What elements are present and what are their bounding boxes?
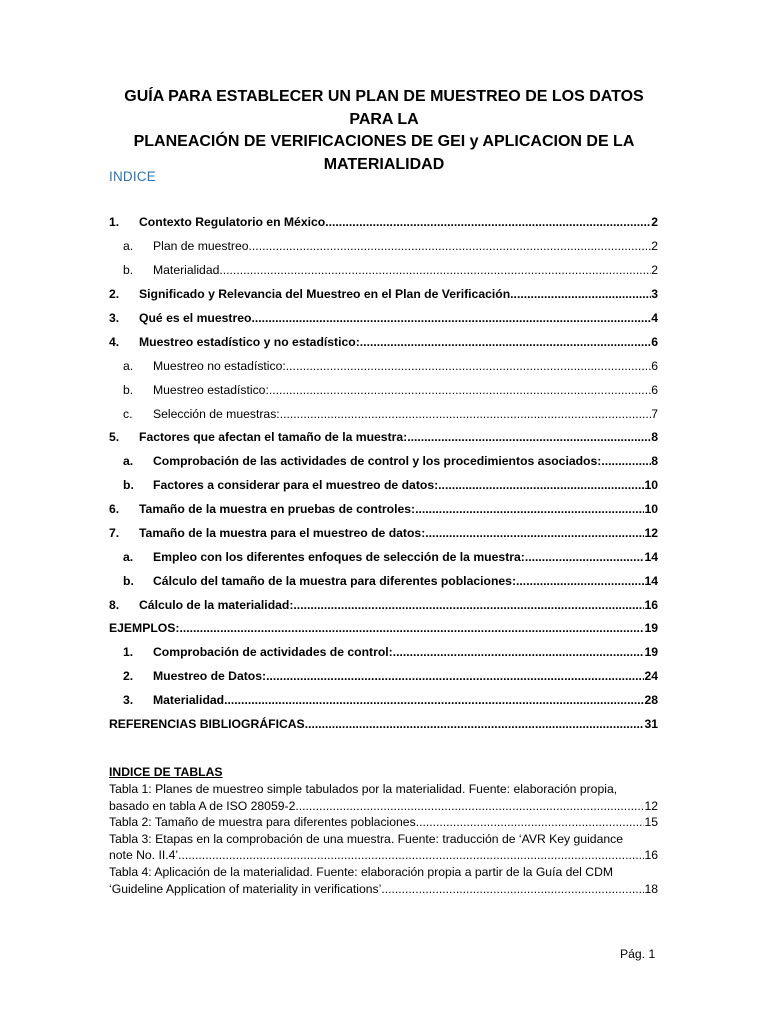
table-entry-text: Tabla 4: Aplicación de la materialidad. Fuente: elaboración propia a partir de la Guía del CDM (109, 864, 614, 879)
toc-entry-label: Selección de muestras: (153, 407, 280, 421)
toc-entry-page: 7 (651, 407, 658, 421)
toc-dot-leader (249, 238, 652, 254)
table-dot-leader (295, 798, 644, 814)
table-entry-page: 16 (644, 848, 658, 863)
toc-entry[interactable] (109, 286, 658, 302)
toc-entry[interactable] (123, 668, 658, 684)
toc-entry[interactable] (109, 620, 658, 636)
table-entry-page: 18 (644, 881, 658, 896)
toc-entry[interactable] (123, 406, 658, 422)
table-dot-leader (385, 881, 645, 897)
page-number-footer: Pág. 1 (620, 947, 656, 961)
toc-entry[interactable] (109, 525, 658, 541)
toc-entry-page: 4 (651, 311, 658, 325)
toc-entry[interactable] (109, 429, 658, 445)
toc-entry-number: 7. (109, 526, 120, 540)
toc-entry-number: 1. (123, 645, 134, 659)
toc-entry-page: 19 (644, 645, 658, 659)
toc-entry[interactable] (123, 644, 658, 660)
toc-entry-page: 24 (644, 669, 658, 683)
table-entry-text: basado en tabla A de ISO 28059-2 (109, 798, 296, 813)
toc-dot-leader (224, 692, 644, 708)
toc-entry-label: Muestreo no estadístico: (153, 359, 286, 373)
toc-entry-label: Qué es el muestreo (139, 311, 252, 325)
toc-dot-leader (516, 573, 644, 589)
toc-entry-label: Contexto Regulatorio en México (139, 215, 326, 229)
toc-entry-label: Muestreo estadístico y no estadístico: (139, 335, 360, 349)
toc-entry[interactable] (123, 358, 658, 374)
toc-entry-number: a. (123, 359, 134, 373)
toc-entry-number: 6. (109, 502, 120, 516)
toc-entry-label: EJEMPLOS: (109, 621, 180, 635)
document-title (100, 86, 668, 176)
toc-entry[interactable] (109, 214, 658, 230)
toc-dot-leader (179, 620, 644, 636)
toc-entry[interactable] (123, 477, 658, 493)
toc-entry-label: Cálculo de la materialidad: (139, 598, 294, 612)
toc-entry[interactable] (123, 382, 658, 398)
toc-dot-leader (360, 334, 651, 350)
toc-entry[interactable] (109, 597, 658, 613)
toc-dot-leader (393, 644, 645, 660)
toc-entry-page: 3 (651, 287, 658, 301)
table-entry-text: note No. II.4’ (109, 848, 179, 863)
toc-dot-leader (510, 286, 651, 302)
toc-dot-leader (415, 501, 644, 517)
toc-entry-label: Factores que afectan el tamaño de la muestra: (139, 430, 408, 444)
table-index-entry[interactable] (109, 864, 658, 897)
toc-entry-number: a. (123, 239, 134, 253)
toc-entry[interactable] (109, 310, 658, 326)
toc-entry-number: 5. (109, 430, 120, 444)
toc-entry-number: b. (123, 574, 134, 588)
toc-entry-number: 4. (109, 335, 120, 349)
toc-entry-page: 12 (644, 526, 658, 540)
toc-entry-page: 28 (644, 693, 658, 707)
toc-entry[interactable] (109, 716, 658, 732)
toc-entry-page: 2 (651, 263, 658, 277)
toc-entry[interactable] (123, 453, 658, 469)
toc-entry-number: a. (123, 454, 134, 468)
table-dot-leader (178, 847, 644, 863)
toc-dot-leader (438, 477, 644, 493)
table-entry-page: 15 (644, 815, 658, 830)
toc-entry-label: Muestreo estadístico: (153, 383, 269, 397)
toc-entry-label: Materialidad (153, 693, 225, 707)
table-entry-text: Tabla 1: Planes de muestreo simple tabulados por la materialidad. Fuente: elaboración propia, (109, 782, 618, 796)
toc-entry-number: 8. (109, 598, 120, 612)
toc-entry[interactable] (123, 262, 658, 278)
tables-index-list (109, 781, 658, 897)
toc-entry[interactable] (109, 501, 658, 517)
toc-entry-page: 6 (651, 383, 658, 397)
toc-entry-number: 3. (123, 693, 134, 707)
toc-dot-leader (305, 716, 645, 732)
toc-dot-leader (266, 668, 644, 684)
toc-entry-page: 10 (644, 478, 658, 492)
toc-entry[interactable] (123, 549, 658, 565)
toc-dot-leader (219, 262, 651, 278)
toc-entry[interactable] (123, 692, 658, 708)
toc-dot-leader (425, 525, 644, 541)
table-entry-text: Tabla 2: Tamaño de muestra para diferentes poblaciones (109, 815, 416, 830)
toc-entry-number: 3. (109, 311, 120, 325)
toc-entry-number: b. (123, 478, 134, 492)
toc-entry-page: 31 (644, 717, 658, 731)
toc-entry-label: Tamaño de la muestra para el muestreo de datos: (139, 526, 426, 540)
toc-entry-label: Factores a considerar para el muestreo de datos: (153, 478, 439, 492)
toc-entry-page: 6 (651, 335, 658, 349)
toc-entry-number: b. (123, 383, 134, 397)
toc-dot-leader (280, 406, 652, 422)
toc-entry-number: 1. (109, 215, 120, 229)
title-line-3: MATERIALIDAD (323, 155, 445, 173)
toc-entry[interactable] (123, 573, 658, 589)
toc-entry-label: Materialidad (153, 263, 220, 277)
table-index-entry[interactable] (109, 781, 658, 814)
toc-entry-label: Significado y Relevancia del Muestreo en el Plan de Verificación (139, 287, 511, 301)
toc-entry-label: Plan de muestreo (153, 239, 249, 253)
toc-entry-number: 2. (109, 287, 120, 301)
toc-entry[interactable] (109, 334, 658, 350)
toc-dot-leader (251, 310, 651, 326)
toc-entry-page: 8 (651, 430, 658, 444)
toc-entry-label: Muestreo de Datos: (153, 669, 267, 683)
toc-entry-label: Tamaño de la muestra en pruebas de controles: (139, 502, 416, 516)
toc-entry-number: c. (123, 407, 133, 421)
toc-entry-page: 19 (644, 621, 658, 635)
toc-dot-leader (286, 358, 651, 374)
toc-entry-page: 10 (644, 502, 658, 516)
table-entry-text: Tabla 3: Etapas en la comprobación de una muestra. Fuente: traducción de ‘AVR Key guidance (109, 831, 623, 846)
toc-entry-label: Empleo con los diferentes enfoques de selección de la muestra: (153, 550, 525, 564)
table-entry-text: ‘Guideline Application of materiality in verifications’. (109, 881, 385, 896)
toc-entry-page: 2 (651, 215, 658, 229)
toc-dot-leader (601, 453, 651, 469)
toc-dot-leader (293, 597, 644, 613)
toc-dot-leader (325, 214, 651, 230)
table-entry-page: 12 (644, 798, 658, 813)
table-index-entry[interactable] (109, 831, 658, 864)
toc-entry-page: 16 (644, 598, 658, 612)
toc-entry-page: 8 (651, 454, 658, 468)
title-line-2: PLANEACIÓN DE VERIFICACIONES DE GEI y APLICACION DE LA (133, 133, 635, 150)
toc-entry-number: b. (123, 263, 134, 277)
toc-entry-label: Cálculo del tamaño de la muestra para diferentes poblaciones: (153, 574, 517, 588)
table-index-entry[interactable] (109, 814, 658, 831)
toc-entry-page: 14 (644, 574, 658, 588)
toc-entry-label: Comprobación de actividades de control: (153, 645, 393, 659)
tables-index-heading: INDICE DE TABLAS (109, 765, 223, 779)
toc-entry-number: 2. (123, 669, 134, 683)
toc-entry[interactable] (123, 238, 658, 254)
toc-entry-label: REFERENCIAS BIBLIOGRÁFICAS (109, 717, 305, 731)
index-heading: INDICE (109, 169, 156, 184)
table-dot-leader (416, 814, 645, 830)
toc-dot-leader (525, 549, 645, 565)
toc-dot-leader (407, 429, 651, 445)
toc-dot-leader (269, 382, 651, 398)
toc-entry-page: 14 (644, 550, 658, 564)
toc-entry-page: 2 (651, 239, 658, 253)
toc-entry-label: Comprobación de las actividades de control y los procedimientos asociados: (153, 454, 602, 468)
title-line-1: GUÍA PARA ESTABLECER UN PLAN DE MUESTREO DE LOS DATOS PARA LA (124, 88, 644, 128)
toc-entry-page: 6 (651, 359, 658, 373)
toc-entry-number: a. (123, 550, 134, 564)
